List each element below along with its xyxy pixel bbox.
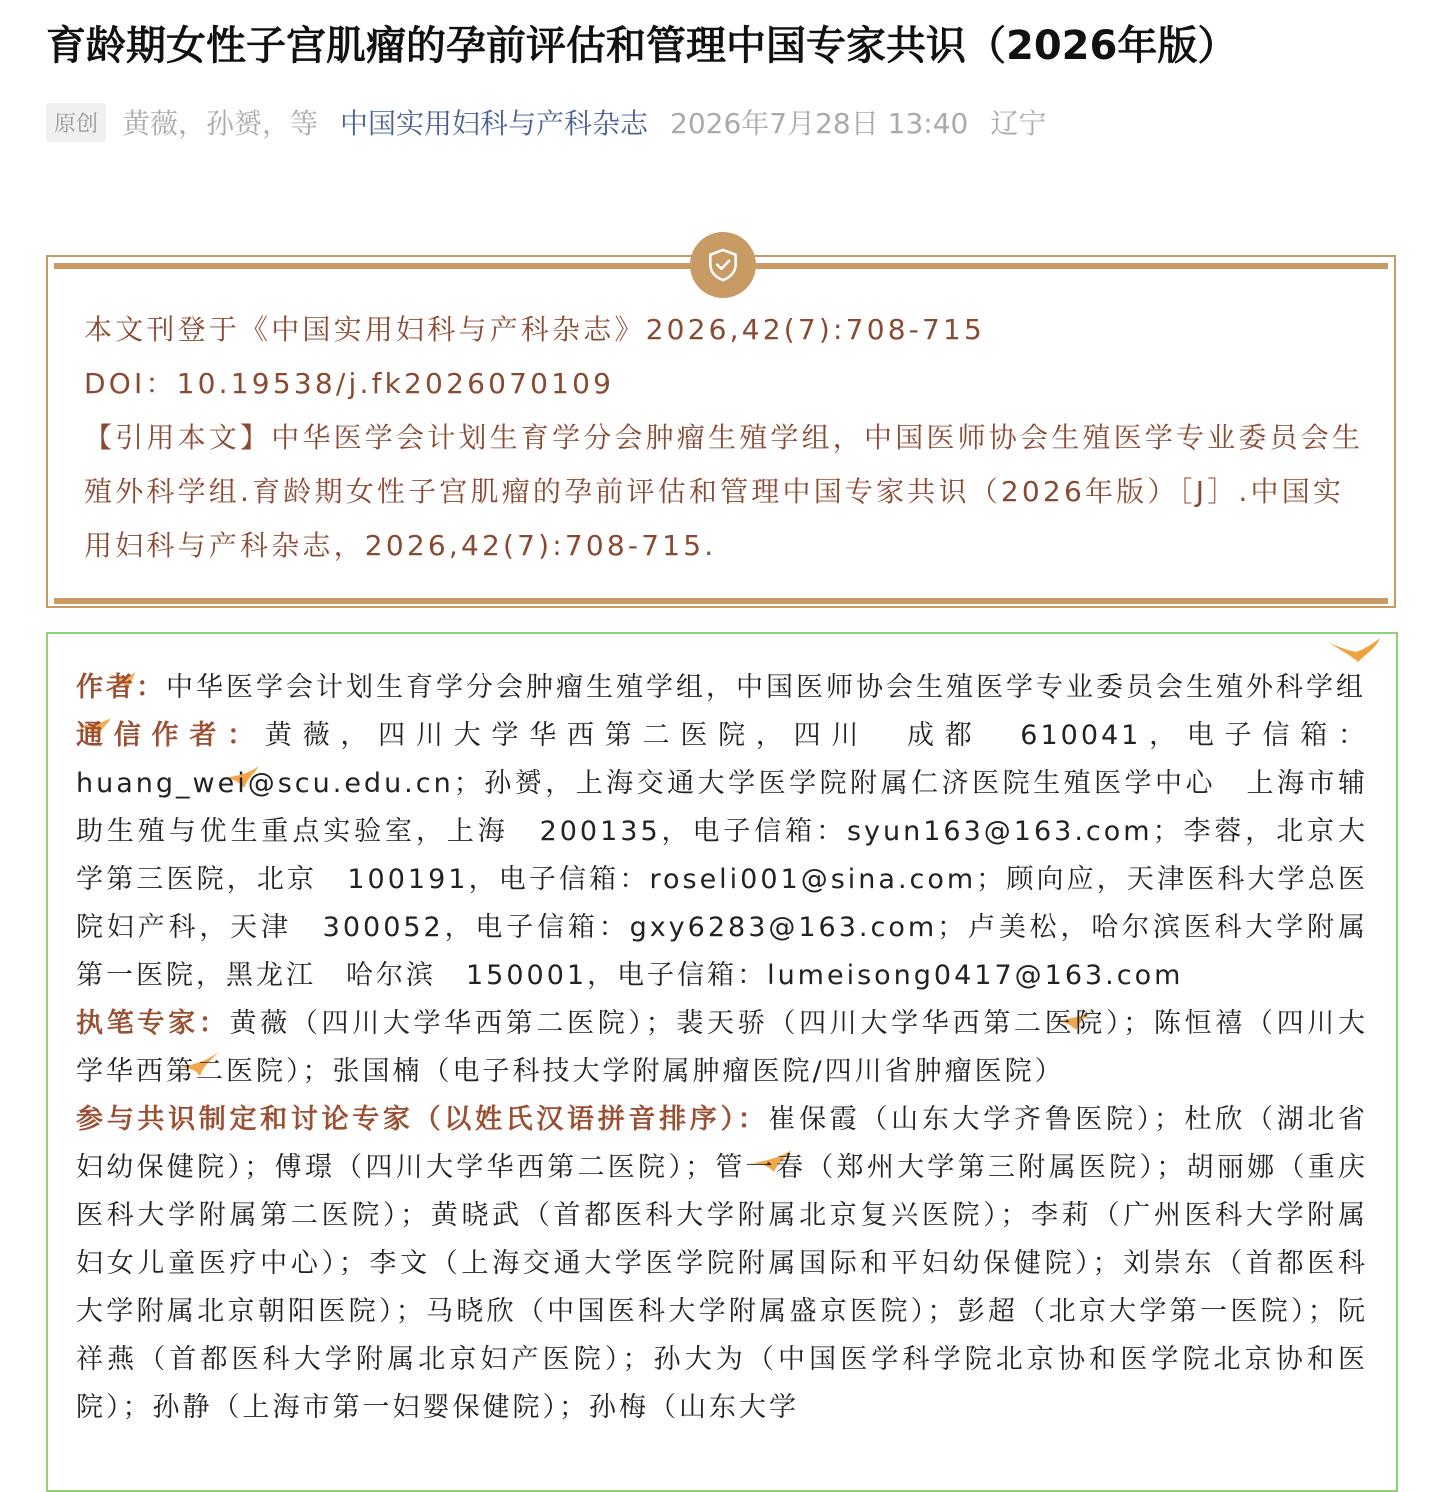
- article-meta: [46, 100, 1046, 144]
- consensus-experts-paragraph: [76, 1096, 1368, 1432]
- article-title: 育龄期女性子宫肌瘤的孕前评估和管理中国专家共识（2026年版）: [46, 23, 1238, 69]
- writing-experts-label: 执笔专家：: [76, 1008, 230, 1039]
- consensus-experts-value: 崔保霞（山东大学齐鲁医院）；杜欣（湖北省妇幼保健院）；傅璟（四川大学华西第二医院）；管一春（郑州大学第三附属医院）；胡丽娜（重庆医科大学附属第二医院）；黄晓武（首都医科大学附属北京复兴医院）；李莉（广州医科大学附属妇女儿童医疗中心）；李文（上海交通大学医学院附属国际和平妇幼保健院）；刘崇东（首都医科大学附属北京朝阳医院）；马晓欣（中国医科大学附属盛京医院）；彭超（北京大学第一医院）；阮祥燕（首都医科大学附属北京妇产医院）；孙大为（中国医学科学院北京协和医学院北京协和医院）；孙静（上海市第一妇婴保健院）；孙梅（山东大学: [76, 1104, 1369, 1423]
- published-in: 本文刊登于《中国实用妇科与产科杂志》2026,42(7):708-715: [84, 313, 986, 346]
- author-info-text: [76, 664, 1368, 1432]
- publish-location: 辽宁: [990, 107, 1047, 140]
- citation-text: [84, 303, 1364, 573]
- butterfly-wing-icon: [1326, 636, 1382, 666]
- consensus-experts-label: 参与共识制定和讨论专家（以姓氏汉语拼音排序）：: [76, 1104, 769, 1135]
- citation-box: [46, 255, 1396, 608]
- author-label: 作者：: [76, 672, 166, 703]
- shield-check-icon: [690, 232, 756, 298]
- writing-experts-value: 黄薇（四川大学华西第二医院）；裴天骄（四川大学华西第二医院）；陈恒禧（四川大学华西第二医院）；张国楠（电子科技大学附属肿瘤医院/四川省肿瘤医院）: [76, 1008, 1368, 1087]
- cite-this-article: 【引用本文】中华医学会计划生育学分会肿瘤生殖学组，中国医师协会生殖医学专业委员会生殖外科学组.育龄期女性子宫肌瘤的孕前评估和管理中国专家共识（2026年版）［J］.中国实用妇科与产科杂志，2026,42(7):708-715.: [84, 421, 1364, 562]
- publish-date: 2026年7月28日 13:40: [670, 107, 969, 140]
- doi: DOI：10.19538/j.fk2026070109: [84, 367, 615, 400]
- author-paragraph: [76, 664, 1368, 712]
- corresponding-paragraph: [76, 712, 1368, 1000]
- author-info-box: [46, 632, 1398, 1492]
- journal-link[interactable]: 中国实用妇科与产科杂志: [340, 107, 649, 140]
- citation-bottom-rule: [54, 598, 1388, 604]
- author-names: 黄薇，孙赟，等: [122, 107, 319, 140]
- original-tag: 原创: [46, 103, 106, 142]
- writing-experts-paragraph: [76, 1000, 1368, 1096]
- author-value: 中华医学会计划生育学分会肿瘤生殖学组，中国医师协会生殖医学专业委员会生殖外科学组: [166, 672, 1366, 703]
- corresponding-value: 黄薇，四川大学华西第二医院，四川 成都 610041，电子信箱：huang_wei@scu.edu.cn；孙赟，上海交通大学医学院附属仁济医院生殖医学中心 上海市辅助生殖与优生重点实验室，上海 200135，电子信箱：syun163@163.com；李蓉，北京大学第三医院，北京 100191，电子信箱：roseli001@sina.com；顾向应，天津医科大学总医院妇产科，天津 300052，电子信箱：gxy6283@163.com；卢美松，哈尔滨医科大学附属第一医院，黑龙江 哈尔滨 150001，电子信箱：lumeisong0417@163.com: [76, 720, 1368, 991]
- corresponding-label: 通信作者：: [76, 720, 265, 751]
